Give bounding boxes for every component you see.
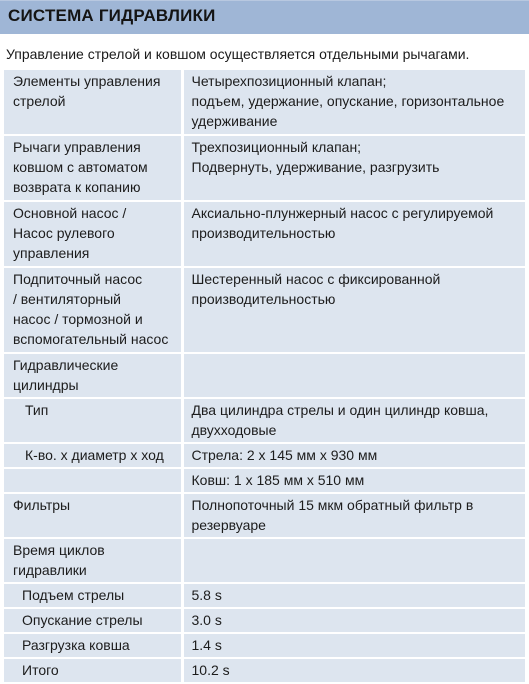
row-label: Время циклов гидравлики — [4, 538, 182, 583]
row-value — [182, 538, 525, 583]
row-value: 10.2 s — [182, 658, 525, 683]
table-row — [4, 443, 525, 468]
table-row — [4, 69, 525, 135]
table-row — [4, 267, 525, 353]
row-value: Трехпозиционный клапан; Подвернуть, удерживание, разгрузить — [182, 135, 525, 201]
table-row — [4, 398, 525, 443]
row-label: Тип — [4, 398, 182, 443]
row-value: Ковш: 1 x 185 мм x 510 мм — [182, 468, 525, 493]
row-value: 1.4 s — [182, 633, 525, 658]
row-label: К-во. x диаметр x ход — [4, 443, 182, 468]
row-value: Шестеренный насос с фиксированной производительностью — [182, 267, 525, 353]
table-row — [4, 608, 525, 633]
section-title: СИСТЕМА ГИДРАВЛИКИ — [8, 6, 216, 25]
row-value: Полнопоточный 15 мкм обратный фильтр в резервуаре — [182, 493, 525, 538]
table-row — [4, 583, 525, 608]
row-label: Разгрузка ковша — [4, 633, 182, 658]
table-row — [4, 658, 525, 683]
row-label: Элементы управления стрелой — [4, 69, 182, 135]
row-label: Основной насос / Насос рулевого управления — [4, 201, 182, 267]
row-label — [4, 468, 182, 493]
row-value: Аксиально-плунжерный насос с регулируемой производительностью — [182, 201, 525, 267]
table-row — [4, 493, 525, 538]
table-row — [4, 538, 525, 583]
table-row — [4, 201, 525, 267]
table-row — [4, 633, 525, 658]
row-value: Стрела: 2 x 145 мм x 930 мм — [182, 443, 525, 468]
row-label: Опускание стрелы — [4, 608, 182, 633]
row-label: Гидравлические цилиндры — [4, 353, 182, 398]
spec-table — [4, 68, 525, 684]
row-value: 3.0 s — [182, 608, 525, 633]
row-value — [182, 353, 525, 398]
row-label: Рычаги управления ковшом с автоматом возврата к копанию — [4, 135, 182, 201]
table-row — [4, 353, 525, 398]
row-value: Четырехпозиционный клапан; подъем, удержание, опускание, горизонтальное удерживание — [182, 69, 525, 135]
row-value: Два цилиндра стрелы и один цилиндр ковша, двухходовые — [182, 398, 525, 443]
row-value: 5.8 s — [182, 583, 525, 608]
table-row — [4, 468, 525, 493]
intro-text: Управление стрелой и ковшом осуществляется отдельными рычагами. — [6, 46, 470, 62]
row-label: Итого — [4, 658, 182, 683]
row-label: Подъем стрелы — [4, 583, 182, 608]
row-label: Подпиточный насос / вентиляторный насос / тормозной и вспомогательный насос — [4, 267, 182, 353]
table-row — [4, 135, 525, 201]
section-header — [0, 0, 529, 34]
row-label: Фильтры — [4, 493, 182, 538]
